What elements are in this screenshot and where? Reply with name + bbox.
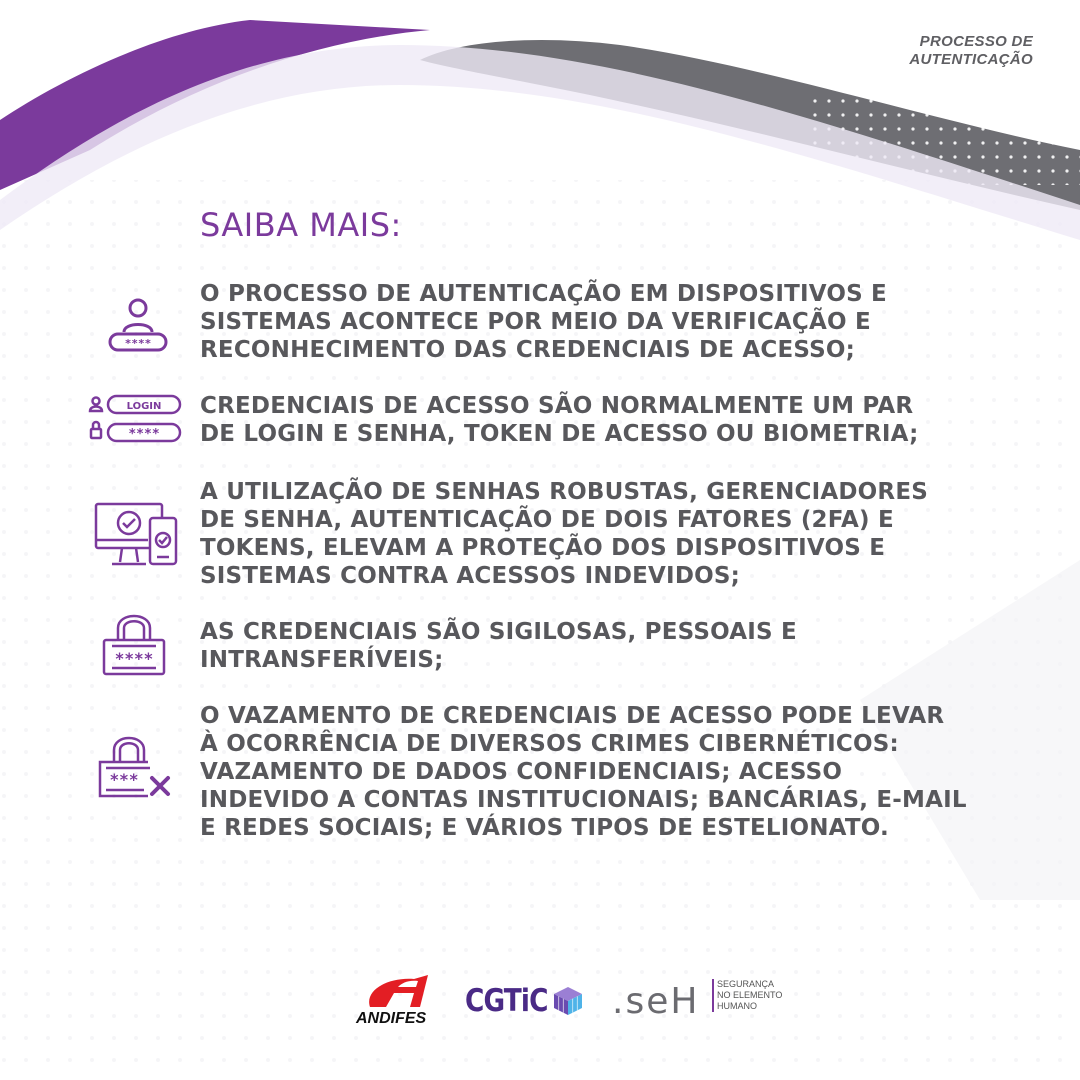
cgtic-wordmark: CGTiC (465, 983, 548, 1019)
seh-logo (350, 975, 790, 1030)
header-line-1: PROCESSO DE (919, 33, 1033, 50)
item-3-text (200, 478, 1020, 590)
header-line-2: AUTENTICAÇÃO (909, 51, 1033, 68)
item-4-line-2: INTRANSFERÍVEIS; (200, 647, 444, 673)
item-2-text (200, 392, 1020, 448)
item-2-line-1: CREDENCIAIS DE ACESSO SÃO NORMALMENTE UM PAR (200, 393, 914, 419)
padlock-password-icon (100, 610, 168, 678)
seh-sub-line-3: HUMANO (717, 1001, 757, 1011)
item-3-line-4: SISTEMAS CONTRA ACESSOS INDEVIDOS; (200, 563, 741, 589)
item-5-line-5: E REDES SOCIAIS; E VÁRIOS TIPOS DE ESTELIONATO. (200, 815, 889, 841)
item-1-text (200, 280, 1020, 364)
password-mask: **** (124, 337, 152, 350)
seh-sub-line-2: NO ELEMENTO (717, 990, 783, 1000)
item-4-text (200, 618, 1020, 674)
login-label: LOGIN (126, 401, 162, 412)
padlock-denied-icon (98, 732, 174, 800)
item-5-text (200, 702, 1020, 842)
password-mask: **** (128, 427, 160, 442)
item-1-line-3: RECONHECIMENTO DAS CREDENCIAIS DE ACESSO; (200, 337, 856, 363)
item-5-line-4: INDEVIDO A CONTAS INSTITUCIONAIS; BANCÁRIAS, E-MAIL (200, 787, 967, 813)
footer-logos (350, 975, 790, 1035)
item-3-line-2: DE SENHA, AUTENTICAÇÃO DE DOIS FATORES (2FA) E (200, 507, 894, 533)
seh-wordmark: .seH (612, 981, 700, 1022)
password-mask: **** (114, 649, 154, 668)
item-1-line-1: O PROCESSO DE AUTENTICAÇÃO EM DISPOSITIVOS E (200, 281, 887, 307)
item-5-line-1: O VAZAMENTO DE CREDENCIAIS DE ACESSO PODE LEVAR (200, 703, 945, 729)
item-3-line-3: TOKENS, ELEVAM A PROTEÇÃO DOS DISPOSITIVOS E (200, 535, 886, 561)
andifes-wordmark: ANDIFES (356, 1010, 427, 1027)
login-fields-icon (88, 392, 184, 446)
item-1-line-2: SISTEMAS ACONTECE POR MEIO DA VERIFICAÇÃO E (200, 309, 871, 335)
item-5-line-2: À OCORRÊNCIA DE DIVERSOS CRIMES CIBERNÉTICOS: (200, 731, 899, 757)
item-5-line-3: VAZAMENTO DE DADOS CONFIDENCIAIS; ACESSO (200, 759, 843, 785)
header-tag (909, 33, 1033, 69)
item-3-line-1: A UTILIZAÇÃO DE SENHAS ROBUSTAS, GERENCIADORES (200, 479, 928, 505)
seh-sub-line-1: SEGURANÇA (717, 979, 775, 989)
section-title: SAIBA MAIS: (200, 206, 402, 244)
item-2-line-2: DE LOGIN E SENHA, TOKEN DE ACESSO OU BIOMETRIA; (200, 421, 919, 447)
user-password-icon (106, 296, 170, 356)
seh-subtitle (712, 979, 782, 1012)
item-4-line-1: AS CREDENCIAIS SÃO SIGILOSAS, PESSOAIS E (200, 619, 797, 645)
password-mask: *** (109, 770, 139, 789)
devices-check-icon (94, 502, 180, 568)
